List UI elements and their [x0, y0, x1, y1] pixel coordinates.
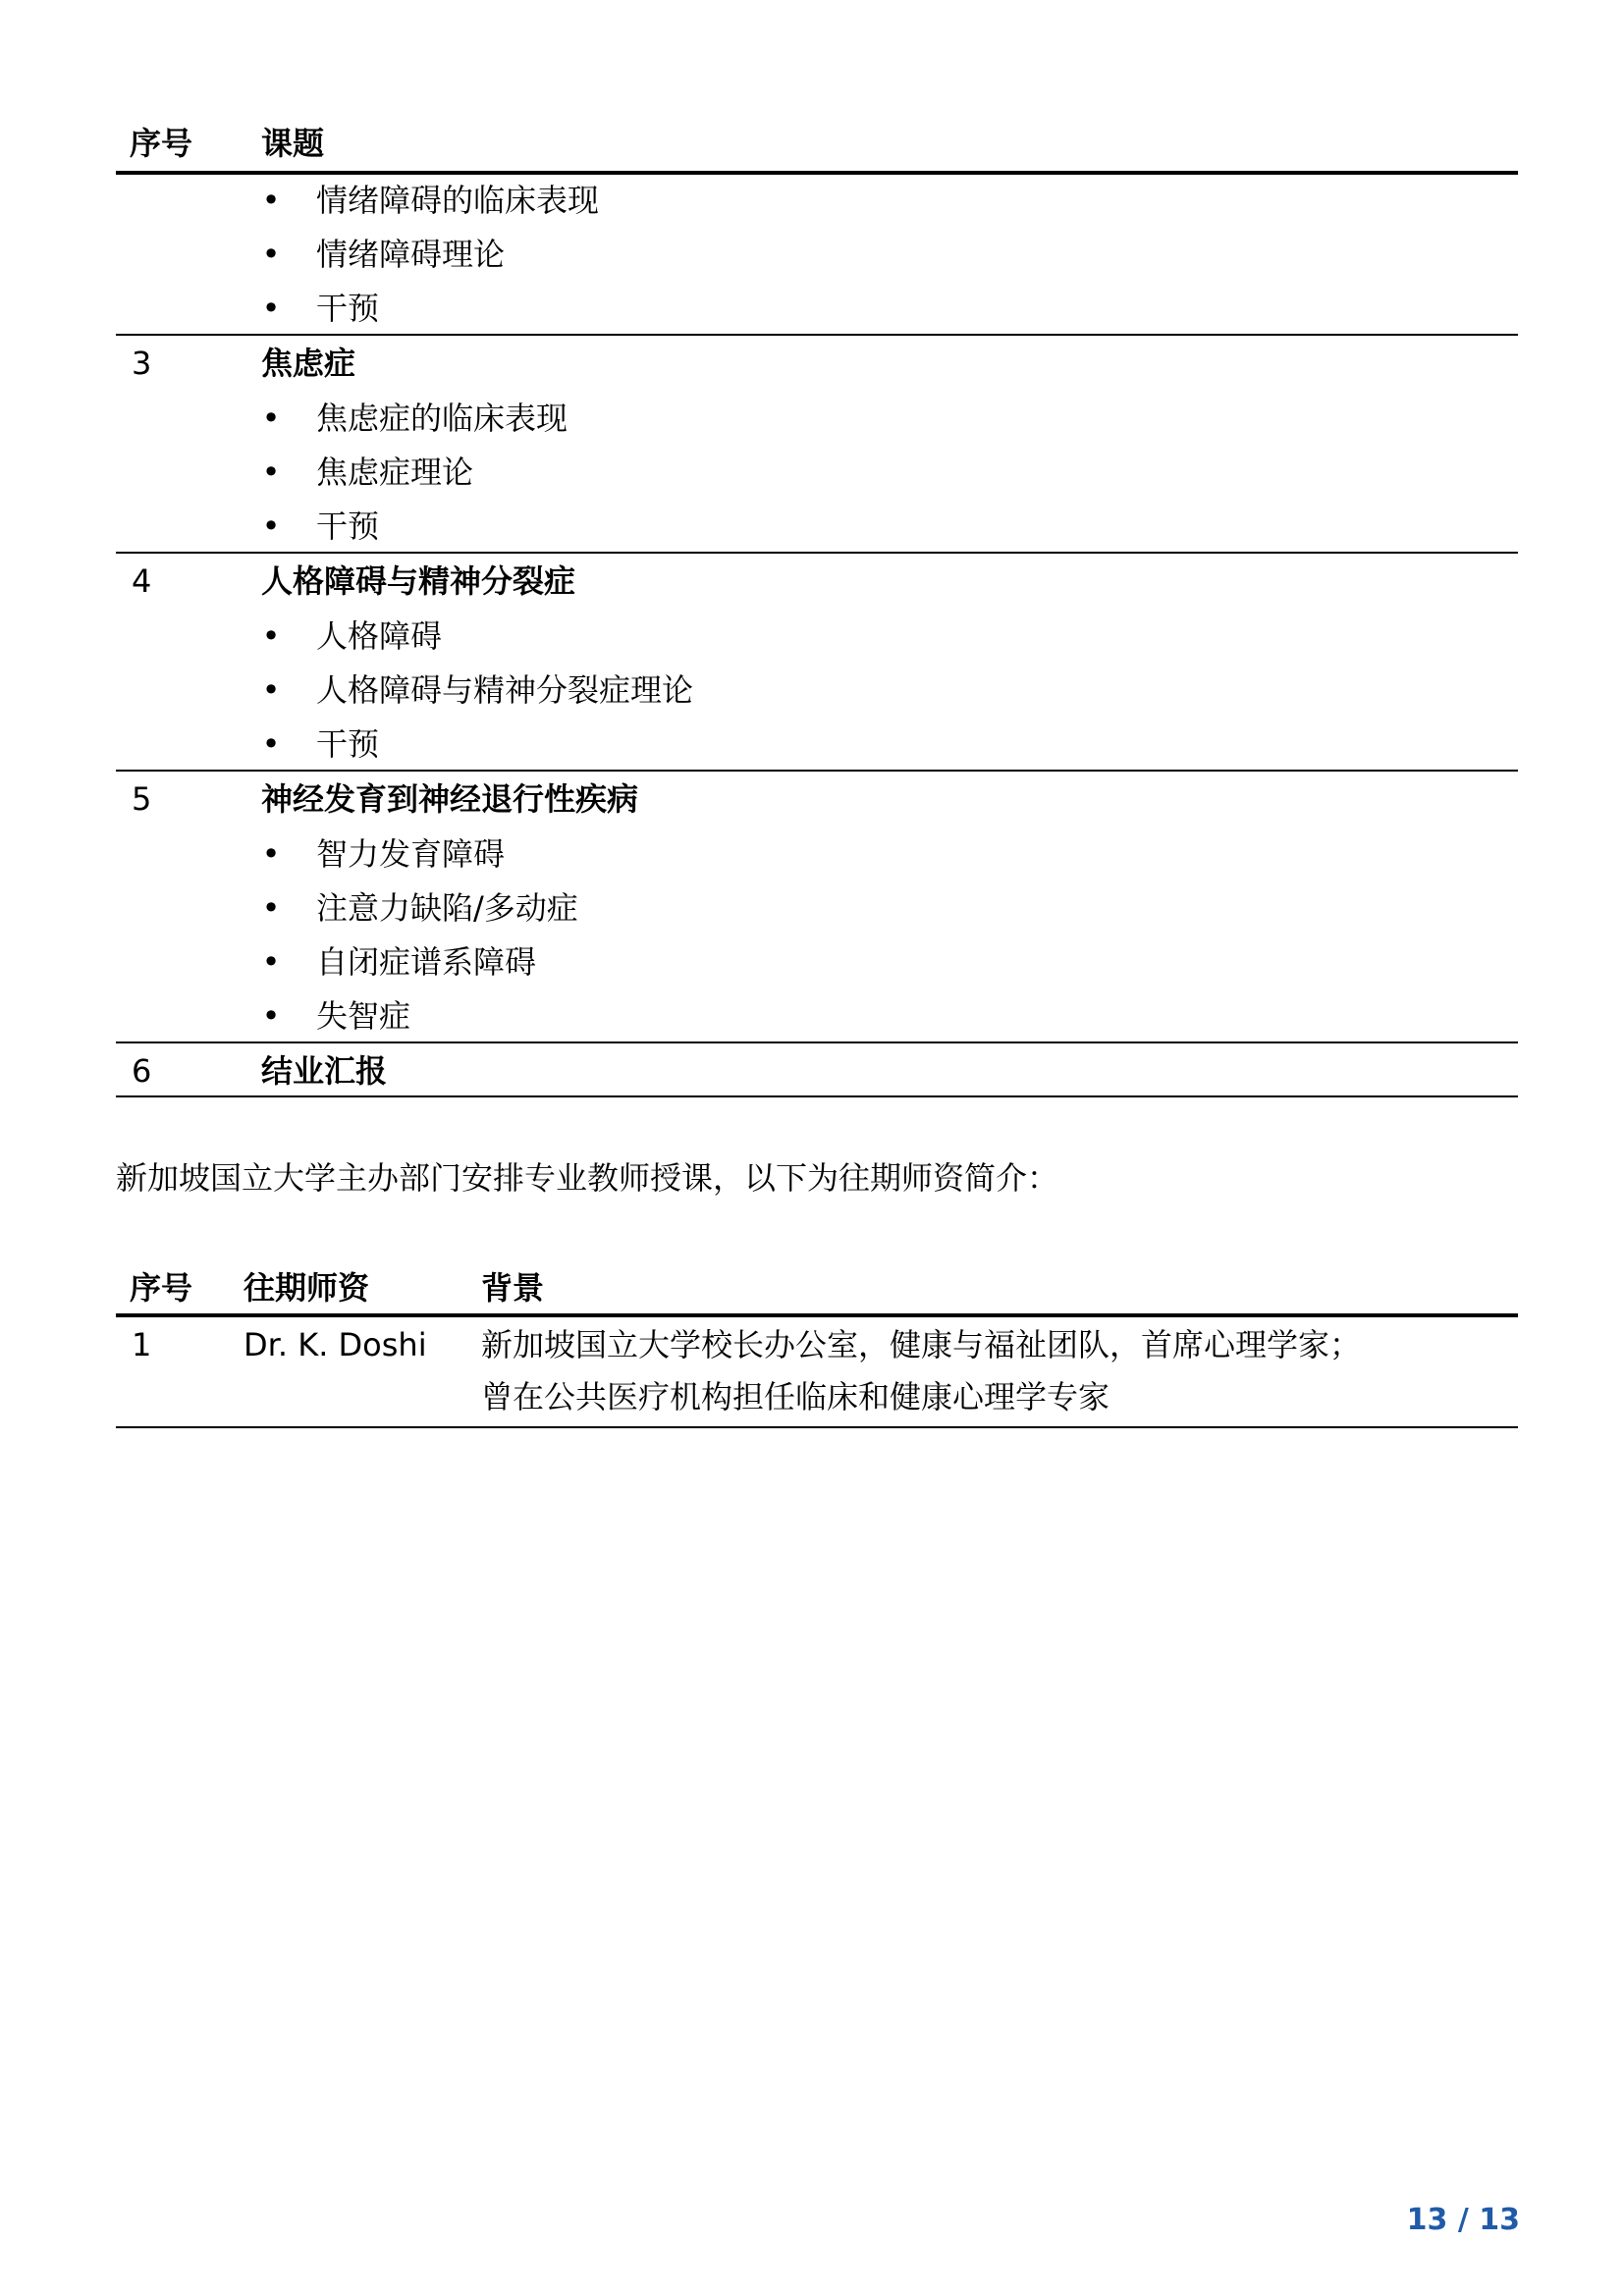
- row-number: 3: [132, 345, 152, 382]
- row-number: 4: [132, 562, 152, 600]
- row-number: 1: [132, 1326, 152, 1363]
- topic-title: 结业汇报: [261, 1052, 388, 1090]
- header-seq: 序号: [130, 1269, 193, 1307]
- intro-paragraph: 新加坡国立大学主办部门安排专业教师授课，以下为往期师资简介：: [116, 1159, 1059, 1197]
- row-divider: [116, 334, 1518, 336]
- faculty-background-line: 曾在公共医疗机构担任临床和健康心理学专家: [481, 1378, 1110, 1415]
- page-number: 13 / 13: [1406, 2203, 1520, 2237]
- topic-title: 人格障碍与精神分裂症: [261, 562, 576, 600]
- table-bottom-rule: [116, 1426, 1518, 1428]
- header-topic: 课题: [261, 125, 325, 162]
- faculty-background-line: 新加坡国立大学校长办公室，健康与福祉团队，首席心理学家；: [481, 1326, 1362, 1363]
- row-divider: [116, 1041, 1518, 1043]
- row-number: 6: [132, 1052, 152, 1090]
- row-divider: [116, 770, 1518, 772]
- topic-title: 神经发育到神经退行性疾病: [261, 780, 639, 818]
- table-bottom-rule: [116, 1095, 1518, 1097]
- header-background: 背景: [481, 1269, 545, 1307]
- document-page: 序号 课题 • 情绪障碍的临床表现 • 情绪障碍理论 • 干预 3 焦虑症 • 焦虑症的临床表现 • 焦虑症理论 • 干预 4 人格障碍与精神分裂症 • 人格障碍 • 人格障碍与精神分裂症理论 • 干预 5 神经发育到神经退行性疾病 • 智力发育障碍 • 注意力缺陷/多动症 • 自闭症谱系障碍 • 失智症 6 结业汇报 新加坡国立大学主办部门安排专业教师授课，以下为往期师资简介： 序号 往期师资 背景 1 Dr. K. Doshi 新加坡国立大学校长办公室，健康与福祉团队，首席心理学家； 曾在公共医疗机构担任临床和健康心理学专家 13 / 13: [116, 125, 1520, 2237]
- faculty-name: Dr. K. Doshi: [244, 1326, 427, 1363]
- row-divider: [116, 552, 1518, 554]
- header-rule: [116, 171, 1518, 175]
- header-rule: [116, 1313, 1518, 1317]
- row-number: 5: [132, 780, 152, 818]
- header-seq: 序号: [130, 125, 193, 162]
- header-faculty: 往期师资: [244, 1269, 370, 1307]
- topic-title: 焦虑症: [261, 345, 356, 382]
